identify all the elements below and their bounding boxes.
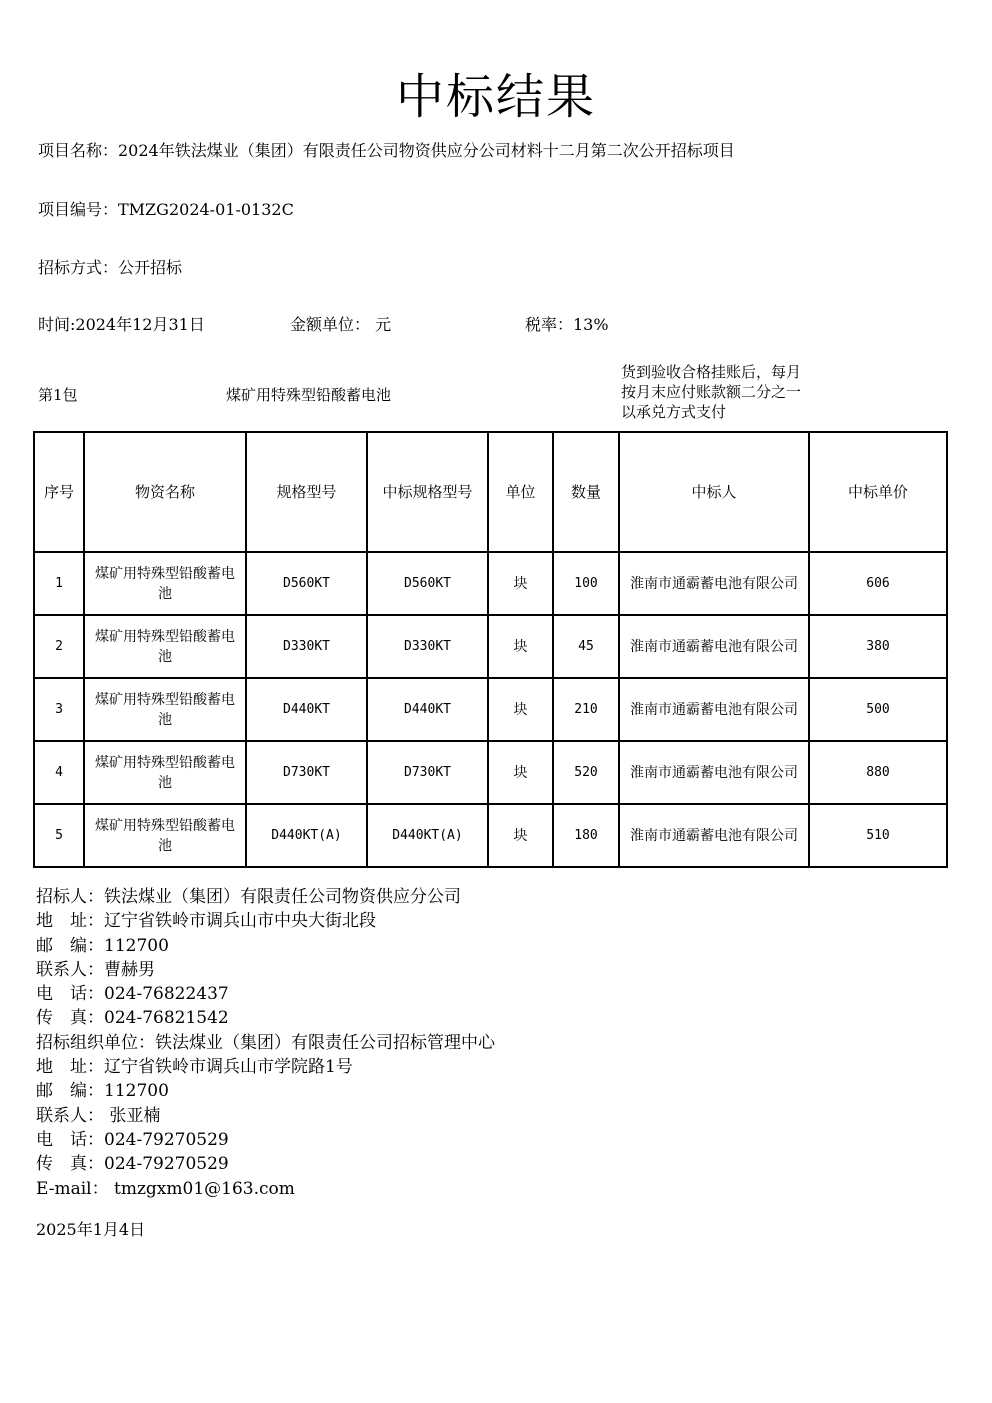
project-number: 项目编号：TMZG2024-01-0132C [38,200,294,219]
tenderer-fax: 传 真：024-76821542 [36,1008,229,1029]
agency-contact: 联系人： 张亚楠 [36,1105,161,1126]
cell-unit-price: 880 [809,741,947,804]
cell-unit-price: 510 [809,804,947,867]
cell-unit: 块 [488,678,553,741]
cell-winning-spec: D560KT [367,552,488,615]
col-header-material: 物资名称 [84,432,246,552]
cell-index: 3 [34,678,84,741]
award-table [33,431,948,868]
cell-winner: 淮南市通霸蓄电池有限公司 [619,804,809,867]
cell-unit-price: 380 [809,615,947,678]
cell-quantity: 45 [553,615,619,678]
cell-unit: 块 [488,552,553,615]
table-row [34,615,947,678]
agency-fax: 传 真：024-79270529 [36,1154,229,1175]
tenderer-address: 地 址：辽宁省铁岭市调兵山市中央大街北段 [36,911,376,932]
table-row [34,741,947,804]
cell-winner: 淮南市通霸蓄电池有限公司 [619,615,809,678]
agency-email: E-mail： tmzgxm01@163.com [36,1178,295,1199]
agency-phone: 电 话：024-79270529 [36,1129,229,1150]
col-header-winning-spec: 中标规格型号 [367,432,488,552]
table-row [34,552,947,615]
cell-spec: D440KT(A) [246,804,367,867]
tenderer-postcode: 邮 编：112700 [36,935,169,956]
cell-spec: D440KT [246,678,367,741]
table-row [34,678,947,741]
cell-quantity: 100 [553,552,619,615]
cell-unit: 块 [488,804,553,867]
cell-material: 煤矿用特殊型铅酸蓄电池 [84,615,246,678]
tenderer-line: 招标人：铁法煤业（集团）有限责任公司物资供应分公司 [36,887,461,907]
cell-winning-spec: D330KT [367,615,488,678]
payment-terms: 货到验收合格挂账后，每月按月末应付账款额二分之一以承兑方式支付 [621,363,802,421]
col-header-spec: 规格型号 [246,432,367,552]
cell-quantity: 210 [553,678,619,741]
cell-material: 煤矿用特殊型铅酸蓄电池 [84,552,246,615]
cell-spec: D730KT [246,741,367,804]
package-number: 第1包 [38,386,78,404]
cell-spec: D560KT [246,552,367,615]
col-header-quantity: 数量 [553,432,619,552]
cell-winner: 淮南市通霸蓄电池有限公司 [619,552,809,615]
cell-winning-spec: D440KT [367,678,488,741]
tenderer-phone: 电 话：024-76822437 [36,984,229,1005]
package-name: 煤矿用特殊型铅酸蓄电池 [226,386,392,404]
cell-index: 5 [34,804,84,867]
cell-unit-price: 606 [809,552,947,615]
cell-unit: 块 [488,741,553,804]
cell-index: 2 [34,615,84,678]
cell-winning-spec: D730KT [367,741,488,804]
agency-address: 地 址：辽宁省铁岭市调兵山市学院路1号 [36,1057,353,1078]
col-header-unit-price: 中标单价 [809,432,947,552]
cell-spec: D330KT [246,615,367,678]
tax-rate: 税率：13% [525,315,609,334]
col-header-index: 序号 [34,432,84,552]
bidding-method: 招标方式：公开招标 [38,258,183,277]
cell-quantity: 520 [553,741,619,804]
col-header-winner: 中标人 [619,432,809,552]
page-title: 中标结果 [395,69,596,125]
tenderer-contact: 联系人：曹赫男 [36,959,155,980]
cell-winner: 淮南市通霸蓄电池有限公司 [619,678,809,741]
cell-index: 4 [34,741,84,804]
cell-material: 煤矿用特殊型铅酸蓄电池 [84,804,246,867]
cell-index: 1 [34,552,84,615]
contact-block [36,885,495,1201]
cell-winner: 淮南市通霸蓄电池有限公司 [619,741,809,804]
currency-unit: 金额单位： 元 [290,315,392,334]
publish-date: 2025年1月4日 [36,1220,146,1239]
cell-winning-spec: D440KT(A) [367,804,488,867]
col-header-unit: 单位 [488,432,553,552]
project-name: 项目名称：2024年铁法煤业（集团）有限责任公司物资供应分公司材料十二月第二次公开招标项目 [38,141,735,160]
agency-line: 招标组织单位：铁法煤业（集团）有限责任公司招标管理中心 [36,1032,495,1053]
cell-quantity: 180 [553,804,619,867]
table-row [34,804,947,867]
cell-unit: 块 [488,615,553,678]
cell-material: 煤矿用特殊型铅酸蓄电池 [84,678,246,741]
agency-postcode: 邮 编：112700 [36,1081,169,1102]
cell-unit-price: 500 [809,678,947,741]
cell-material: 煤矿用特殊型铅酸蓄电池 [84,741,246,804]
bid-time: 时间:2024年12月31日 [38,315,205,334]
table-header-row [34,432,947,552]
